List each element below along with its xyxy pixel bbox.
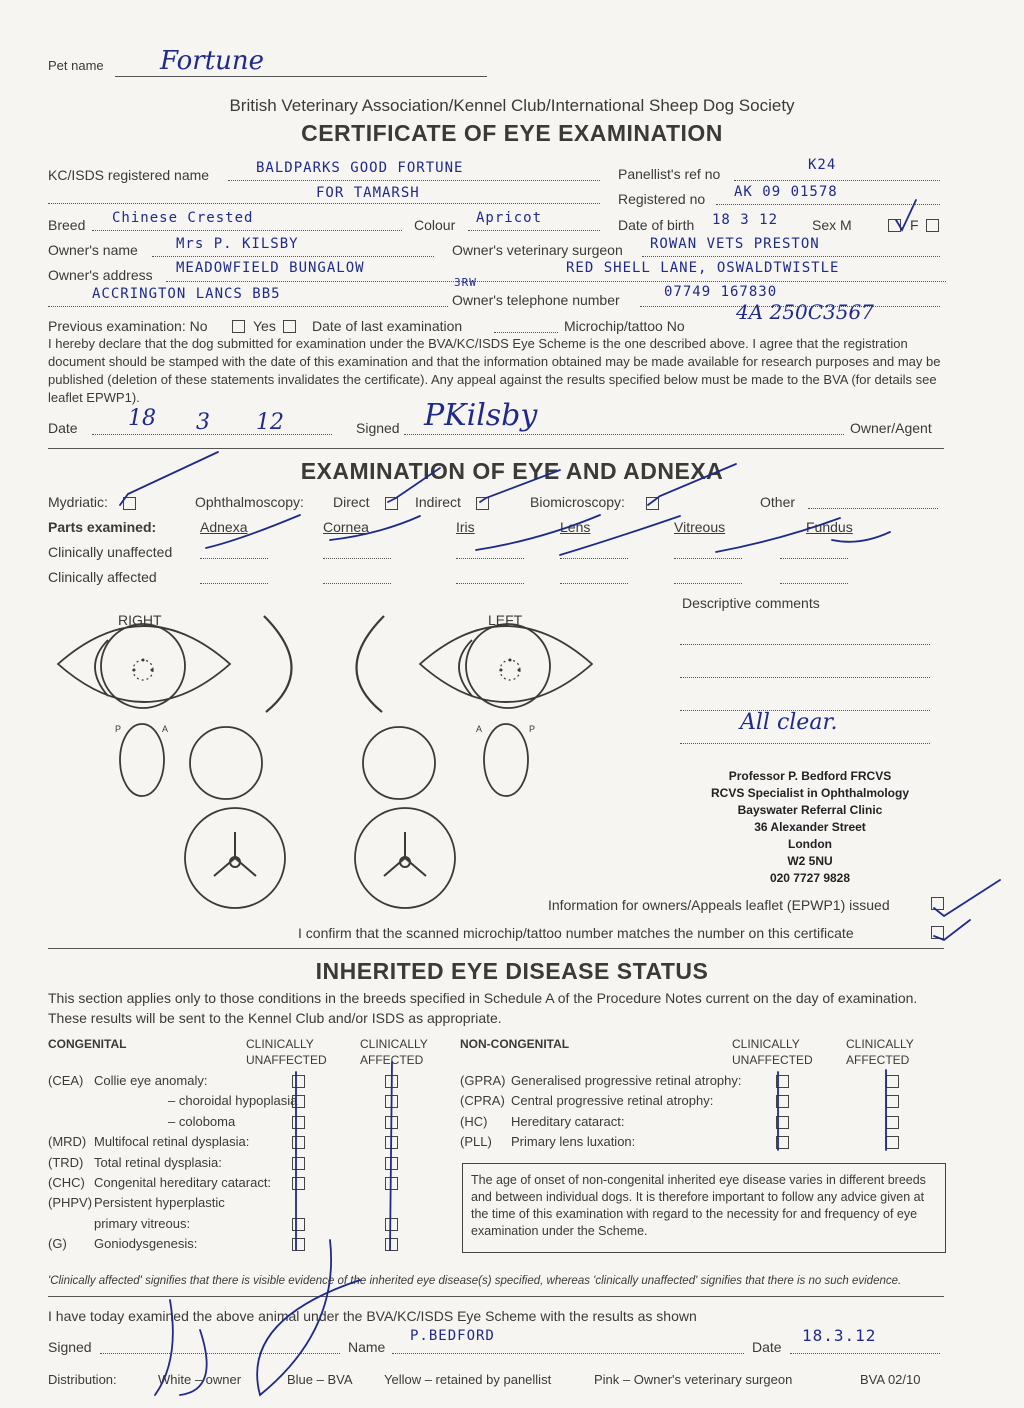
distribution-label: Distribution: xyxy=(48,1372,117,1387)
cong-unaffected-head-2: UNAFFECTED xyxy=(246,1053,327,1067)
non-congenital-code: (CPRA) xyxy=(460,1093,505,1108)
congenital-unaffected-checkbox[interactable] xyxy=(292,1238,305,1251)
dist-pink: Pink – Owner's veterinary surgeon xyxy=(594,1372,793,1387)
affected-dots-5[interactable] xyxy=(780,583,848,584)
unaffected-dots-0[interactable] xyxy=(200,558,268,559)
dist-white: White – owner xyxy=(158,1372,242,1387)
comments-line-4 xyxy=(680,743,930,744)
congenital-code: (MRD) xyxy=(48,1134,87,1149)
congenital-affected-checkbox[interactable] xyxy=(385,1095,398,1108)
right-p-label: P xyxy=(115,724,122,734)
prev-exam-yes-checkbox[interactable] xyxy=(283,320,296,333)
left-eye-outline xyxy=(420,626,592,702)
congenital-unaffected-checkbox[interactable] xyxy=(292,1075,305,1088)
vet-name-value[interactable]: P.BEDFORD xyxy=(410,1328,495,1344)
owner-vet-dots xyxy=(642,256,940,257)
org-line: British Veterinary Association/Kennel Club/International Sheep Dog Society xyxy=(229,96,795,115)
panellist-ref-value[interactable]: K24 xyxy=(808,157,837,173)
date-label: Date xyxy=(48,420,78,436)
clinic-stamp: Professor P. Bedford FRCVS RCVS Specialist in Ophthalmology Bayswater Referral Clinic 36 Alexander Street London W2 5NU 020 7727 9828 xyxy=(710,769,910,885)
non-congenital-condition: Generalised progressive retinal atrophy: xyxy=(511,1073,742,1088)
non-congenital-condition: Central progressive retinal atrophy: xyxy=(511,1093,714,1108)
congenital-condition: Collie eye anomaly: xyxy=(94,1073,208,1088)
comments-line-1 xyxy=(680,644,930,645)
left-p-label: P xyxy=(529,724,536,734)
owner-address-label: Owner's address xyxy=(48,267,153,283)
unaffected-dots-1[interactable] xyxy=(323,558,391,559)
affected-dots-3[interactable] xyxy=(560,583,628,584)
microchip-label: Microchip/tattoo No xyxy=(564,318,685,334)
unaffected-dots-3[interactable] xyxy=(560,558,628,559)
right-lens-front xyxy=(190,727,262,799)
form-code: BVA 02/10 xyxy=(860,1372,921,1387)
confirm-label: I confirm that the scanned microchip/tattoo number matches the number on this certificate xyxy=(298,925,854,941)
owner-name-label: Owner's name xyxy=(48,242,138,258)
vet-signed-dots xyxy=(100,1353,340,1354)
other-dots xyxy=(808,508,938,509)
registered-no-value[interactable]: AK 09 01578 xyxy=(734,184,838,200)
mydriatic-label: Mydriatic: xyxy=(48,494,108,510)
page-title: CERTIFICATE OF EYE EXAMINATION xyxy=(301,120,723,146)
colour-value[interactable]: Apricot xyxy=(476,210,543,226)
colour-dots xyxy=(468,230,600,231)
date-dots xyxy=(92,434,332,435)
non-congenital-condition: Primary lens luxation: xyxy=(511,1134,636,1149)
vet-date-dots xyxy=(790,1353,940,1354)
congenital-unaffected-checkbox[interactable] xyxy=(292,1136,305,1149)
non-congenital-code: (HC) xyxy=(460,1114,488,1129)
cong-affected-head-1: CLINICALLY xyxy=(360,1037,428,1051)
signed-dots xyxy=(404,434,844,435)
parts-examined-label: Parts examined: xyxy=(48,519,157,535)
section-divider-2 xyxy=(48,948,944,949)
congenital-code: (G) xyxy=(48,1236,67,1251)
congenital-affected-checkbox[interactable] xyxy=(385,1075,398,1088)
clinically-unaffected-label: Clinically unaffected xyxy=(48,544,173,560)
noncong-affected-head-2: AFFECTED xyxy=(846,1053,910,1067)
last-exam-dots xyxy=(494,332,558,333)
date-month[interactable]: 3 xyxy=(196,410,210,435)
sex-f-checkbox[interactable] xyxy=(926,219,939,232)
left-lens-front xyxy=(363,727,435,799)
part-adnexa: Adnexa xyxy=(200,519,248,535)
part-cornea: Cornea xyxy=(323,519,369,535)
microchip-value[interactable]: 4A 250C3567 xyxy=(736,300,874,324)
non-congenital-unaffected-checkbox[interactable] xyxy=(776,1116,789,1129)
direct-checkbox[interactable] xyxy=(385,497,398,510)
right-a-label: A xyxy=(162,724,169,734)
congenital-condition: Multifocal retinal dysplasia: xyxy=(94,1134,250,1149)
sex-f-label: F xyxy=(910,217,919,233)
cong-unaffected-head-1: CLINICALLY xyxy=(246,1037,314,1051)
registered-no-label: Registered no xyxy=(618,191,706,207)
right-cornea-profile xyxy=(264,616,292,712)
non-congenital-unaffected-checkbox[interactable] xyxy=(776,1095,789,1108)
congenital-code: (CHC) xyxy=(48,1175,85,1190)
owner-phone-label: Owner's telephone number xyxy=(452,292,620,308)
prev-exam-yes-label: Yes xyxy=(253,318,276,334)
unaffected-dots-5[interactable] xyxy=(780,558,848,559)
congenital-unaffected-checkbox[interactable] xyxy=(292,1177,305,1190)
panellist-ref-label: Panellist's ref no xyxy=(618,166,721,182)
congenital-code: (PHPV) xyxy=(48,1195,93,1210)
vet-name-label: Name xyxy=(348,1339,386,1355)
comments-line-2 xyxy=(680,677,930,678)
affected-dots-0[interactable] xyxy=(200,583,268,584)
right-eye-label: RIGHT xyxy=(118,612,162,628)
congenital-affected-checkbox[interactable] xyxy=(385,1238,398,1251)
congenital-condition: primary vitreous: xyxy=(94,1216,191,1231)
colour-label: Colour xyxy=(414,217,456,233)
inherited-intro: This section applies only to those conditions in the breeds specified in Schedule A of the Procedure Notes current on the day of examination. These results will be sent to the Kennel Club and/or ISDS as appropriate. xyxy=(48,990,918,1026)
congenital-affected-checkbox[interactable] xyxy=(385,1218,398,1231)
other-label: Other xyxy=(760,494,796,510)
congenital-heading: CONGENITAL xyxy=(48,1037,127,1051)
congenital-unaffected-checkbox[interactable] xyxy=(292,1157,305,1170)
clinically-affected-label: Clinically affected xyxy=(48,569,157,585)
owner-agent-label: Owner/Agent xyxy=(850,420,932,436)
definition-text: 'Clinically affected' signifies that there is visible evidence of the inherited eye disease(s) specified, whereas 'clinically unaffected' signifies that there is no such evidence. xyxy=(48,1275,902,1287)
biomicroscopy-label: Biomicroscopy: xyxy=(530,494,625,510)
last-exam-label: Date of last examination xyxy=(312,318,463,334)
dob-label: Date of birth xyxy=(618,217,695,233)
affected-dots-2[interactable] xyxy=(456,583,524,584)
prev-exam-no-checkbox[interactable] xyxy=(232,320,245,333)
congenital-code: (CEA) xyxy=(48,1073,84,1088)
congenital-code: (TRD) xyxy=(48,1155,84,1170)
non-congenital-code: (GPRA) xyxy=(460,1073,506,1088)
owner-phone-value[interactable]: 07749 167830 xyxy=(664,284,778,300)
sex-label: Sex M xyxy=(812,217,852,233)
owner-signature[interactable]: PKilsby xyxy=(424,398,538,433)
registered-no-dots xyxy=(716,204,940,205)
onset-note: The age of onset of non-congenital inherited eye disease varies in different breeds and between individual dogs. It is therefore important to follow any advice given at the time of this examination with regard to the necessity for and frequency of eye examination under the Scheme. xyxy=(462,1163,946,1253)
right-eye-outline xyxy=(58,626,230,702)
part-vitreous: Vitreous xyxy=(674,519,726,535)
congenital-condition: Goniodysgenesis: xyxy=(94,1236,198,1251)
congenital-condition: – coloboma xyxy=(168,1114,236,1129)
noncong-unaffected-head-1: CLINICALLY xyxy=(732,1037,800,1051)
vet-name-dots xyxy=(392,1353,744,1354)
pet-name-label: Pet name xyxy=(48,58,104,73)
owner-address-line2[interactable]: ACCRINGTON LANCS BB5 xyxy=(92,286,281,302)
vet-date-label: Date xyxy=(752,1339,782,1355)
registered-name-dots xyxy=(228,180,600,181)
non-congenital-unaffected-checkbox[interactable] xyxy=(776,1136,789,1149)
left-cornea-profile xyxy=(356,616,384,712)
noncong-unaffected-head-2: UNAFFECTED xyxy=(732,1053,813,1067)
unaffected-dots-4[interactable] xyxy=(674,558,742,559)
dob-value[interactable]: 18 3 12 xyxy=(712,212,779,228)
biomicroscopy-checkbox[interactable] xyxy=(646,497,659,510)
owner-name-dots xyxy=(152,256,434,257)
dist-blue: Blue – BVA xyxy=(287,1372,353,1387)
non-congenital-heading: NON-CONGENITAL xyxy=(460,1037,570,1051)
examined-statement: I have today examined the above animal under the BVA/KC/ISDS Eye Scheme with the results as shown xyxy=(48,1308,697,1324)
section-divider-3 xyxy=(48,1296,944,1297)
non-congenital-code: (PLL) xyxy=(460,1134,492,1149)
non-congenital-affected-checkbox[interactable] xyxy=(886,1136,899,1149)
panellist-ref-dots xyxy=(734,180,940,181)
owner-address-dots xyxy=(166,281,946,282)
exam-title: EXAMINATION OF EYE AND ADNEXA xyxy=(300,458,724,484)
mydriatic-checkbox[interactable] xyxy=(123,497,136,510)
owner-address-dots-2 xyxy=(48,306,448,307)
pet-name-line xyxy=(115,76,487,77)
breed-label: Breed xyxy=(48,217,86,233)
unaffected-dots-2[interactable] xyxy=(456,558,524,559)
part-iris: Iris xyxy=(456,519,475,535)
sex-m-checkbox[interactable] xyxy=(888,219,901,232)
vet-date-value[interactable]: 18.3.12 xyxy=(802,1326,877,1345)
noncong-affected-head-1: CLINICALLY xyxy=(846,1037,914,1051)
registered-name-line1[interactable]: BALDPARKS GOOD FORTUNE xyxy=(256,160,464,176)
comments-label: Descriptive comments xyxy=(682,595,820,611)
congenital-unaffected-checkbox[interactable] xyxy=(292,1095,305,1108)
non-congenital-affected-checkbox[interactable] xyxy=(886,1095,899,1108)
section-divider-1 xyxy=(48,448,944,449)
date-year[interactable]: 12 xyxy=(256,410,284,435)
postcode-extra[interactable]: 3RW xyxy=(454,276,477,289)
date-day[interactable]: 18 xyxy=(128,406,156,431)
congenital-unaffected-checkbox[interactable] xyxy=(292,1218,305,1231)
congenital-affected-checkbox[interactable] xyxy=(385,1136,398,1149)
owner-name-value[interactable]: Mrs P. KILSBY xyxy=(176,236,299,252)
owner-vet-label: Owner's veterinary surgeon xyxy=(452,242,623,258)
congenital-affected-checkbox[interactable] xyxy=(385,1116,398,1129)
breed-dots xyxy=(92,230,402,231)
non-congenital-affected-checkbox[interactable] xyxy=(886,1075,899,1088)
dist-yellow: Yellow – retained by panellist xyxy=(384,1372,552,1387)
left-lens-side xyxy=(484,724,528,796)
left-iris-outline xyxy=(466,624,550,708)
registered-name-line2[interactable]: FOR TAMARSH xyxy=(316,185,420,201)
congenital-affected-checkbox[interactable] xyxy=(385,1177,398,1190)
signed-label: Signed xyxy=(356,420,400,436)
affected-dots-1[interactable] xyxy=(323,583,391,584)
part-lens: Lens xyxy=(560,519,591,535)
indirect-checkbox[interactable] xyxy=(476,497,489,510)
congenital-condition: Total retinal dysplasia: xyxy=(94,1155,222,1170)
right-pupil xyxy=(133,660,153,680)
affected-dots-4[interactable] xyxy=(674,583,742,584)
owner-address-line1[interactable]: MEADOWFIELD BUNGALOW xyxy=(176,260,365,276)
owner-address-line1b[interactable]: RED SHELL LANE, OSWALDTWISTLE xyxy=(566,260,840,276)
ophthalmoscopy-label: Ophthalmoscopy: xyxy=(195,494,304,510)
confirm-checkbox[interactable] xyxy=(931,926,944,939)
eye-diagrams xyxy=(0,600,680,920)
pet-name-value[interactable]: Fortune xyxy=(160,46,265,76)
congenital-affected-checkbox[interactable] xyxy=(385,1157,398,1170)
owner-vet-value[interactable]: ROWAN VETS PRESTON xyxy=(650,236,820,252)
vet-signed-label: Signed xyxy=(48,1339,92,1355)
comment-value[interactable]: All clear. xyxy=(740,710,838,735)
right-lens-side xyxy=(120,724,164,796)
non-congenital-condition: Hereditary cataract: xyxy=(511,1114,625,1129)
registered-name-label: KC/ISDS registered name xyxy=(48,167,210,183)
congenital-condition: – choroidal hypoplasia xyxy=(168,1093,298,1108)
registered-name-dots-2 xyxy=(48,203,600,204)
congenital-condition: Congenital hereditary cataract: xyxy=(94,1175,272,1190)
right-iris-outline xyxy=(101,624,185,708)
left-pupil xyxy=(500,660,520,680)
declaration-text: I hereby declare that the dog submitted for examination under the BVA/KC/ISDS Eye Scheme is the one described above. I agree that the registration document should be stamped with the date of this examination and that the information obtained may be made available for research purposes and may be published (deletion of these statements invalidates the certificate). Any appeal against the results specified below must be made to the BVA (for details see leaflet EPWP1). xyxy=(48,336,941,405)
part-fundus: Fundus xyxy=(806,519,853,535)
leaflet-checkbox[interactable] xyxy=(931,897,944,910)
left-a-label: A xyxy=(476,724,483,734)
leaflet-label: Information for owners/Appeals leaflet (EPWP1) issued xyxy=(548,897,890,913)
indirect-label: Indirect xyxy=(415,494,461,510)
non-congenital-affected-checkbox[interactable] xyxy=(886,1116,899,1129)
non-congenital-unaffected-checkbox[interactable] xyxy=(776,1075,789,1088)
cong-affected-head-2: AFFECTED xyxy=(360,1053,424,1067)
congenital-unaffected-checkbox[interactable] xyxy=(292,1116,305,1129)
prev-exam-label: Previous examination: No xyxy=(48,318,208,334)
inherited-title: INHERITED EYE DISEASE STATUS xyxy=(315,958,709,984)
direct-label: Direct xyxy=(333,494,370,510)
left-eye-label: LEFT xyxy=(488,612,523,628)
breed-value[interactable]: Chinese Crested xyxy=(112,210,254,226)
congenital-condition: Persistent hyperplastic xyxy=(94,1195,225,1210)
